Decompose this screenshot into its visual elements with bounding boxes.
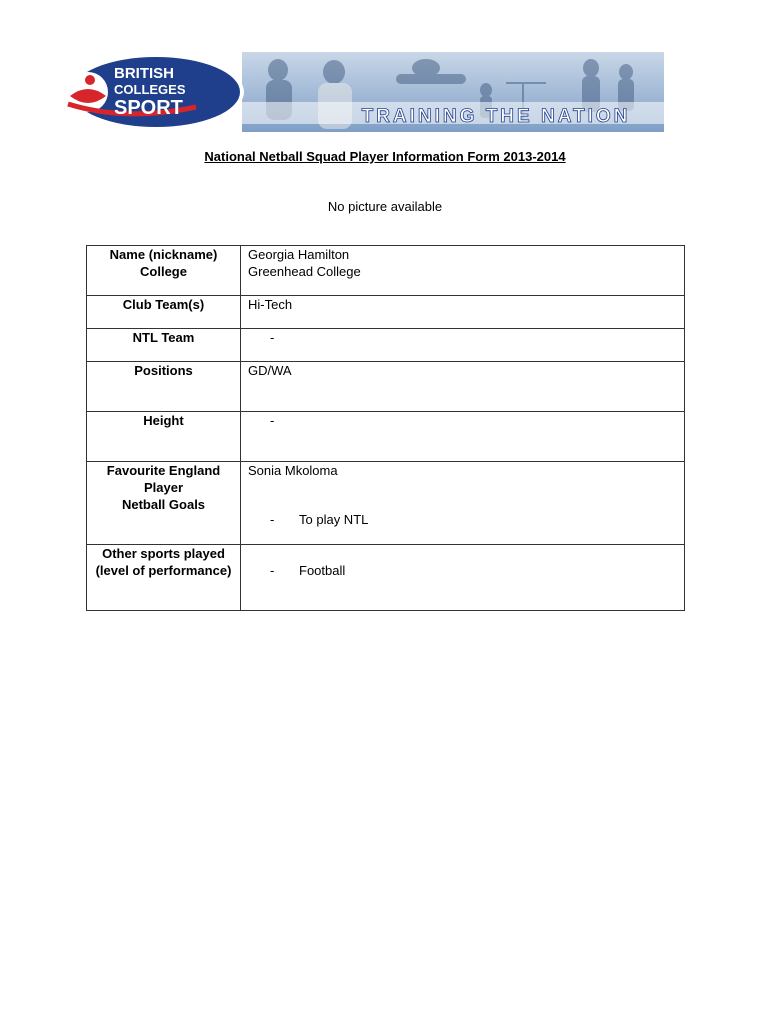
favourite-label-line1: Favourite England <box>106 463 221 478</box>
ntl-label: NTL Team <box>132 330 195 345</box>
row-other-sports <box>87 545 685 611</box>
height-label: Height <box>143 413 184 428</box>
goals-value: To play NTL <box>299 512 369 527</box>
svg-text:BRITISH: BRITISH <box>114 65 174 82</box>
positions-label: Positions <box>134 363 193 378</box>
british-colleges-sport-logo <box>68 54 244 130</box>
goals-label: Netball Goals <box>121 497 206 512</box>
no-picture-text: No picture available <box>327 199 443 214</box>
other-sports-list-item <box>248 562 684 579</box>
player-info-table <box>86 245 685 611</box>
row-name-college <box>87 246 685 296</box>
college-value: Greenhead College <box>248 264 361 279</box>
banner-graphic <box>66 52 664 132</box>
row-club <box>87 296 685 329</box>
name-college-label-cell <box>87 246 241 296</box>
row-ntl-team <box>87 329 685 362</box>
row-favourite-goals <box>87 462 685 545</box>
name-label: Name (nickname) <box>109 247 218 262</box>
form-title: National Netball Squad Player Information Form 2013-2014 <box>204 149 566 164</box>
header-banner <box>66 52 664 132</box>
club-label: Club Team(s) <box>122 297 205 312</box>
other-sports-dash: - <box>270 563 275 578</box>
favourite-value: Sonia Mkoloma <box>248 463 338 478</box>
tagline-text: TRAINING THE NATION <box>361 106 631 127</box>
name-college-value-cell <box>241 246 685 296</box>
other-sports-label-line1: Other sports played <box>102 546 225 561</box>
other-sports-value: Football <box>299 563 346 578</box>
favourite-label-line2: Player <box>143 480 184 495</box>
svg-text:SPORT: SPORT <box>114 97 183 119</box>
college-label: College <box>140 264 187 279</box>
svg-text:COLLEGES: COLLEGES <box>114 82 186 97</box>
ntl-value: - <box>270 330 275 345</box>
club-value: Hi-Tech <box>248 297 293 312</box>
other-sports-label-line2: (level of performance) <box>95 563 232 578</box>
row-positions <box>87 362 685 412</box>
goals-dash: - <box>270 512 275 527</box>
row-height <box>87 412 685 462</box>
height-value: - <box>270 413 275 428</box>
positions-value: GD/WA <box>248 363 292 378</box>
name-value: Georgia Hamilton <box>248 247 350 262</box>
goals-list-item <box>248 511 684 528</box>
